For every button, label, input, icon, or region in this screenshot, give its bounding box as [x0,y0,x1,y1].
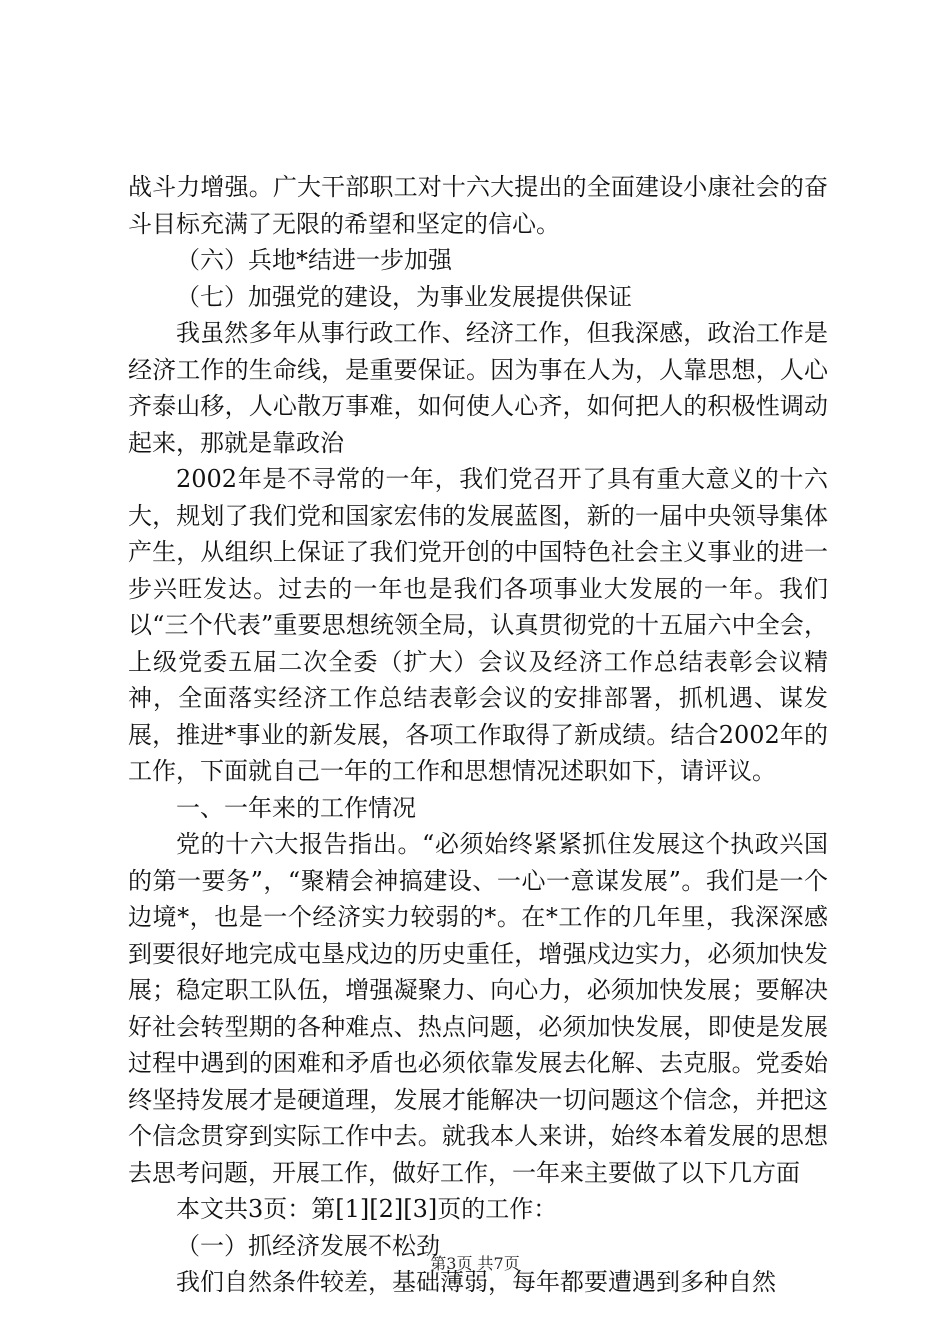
paragraph-natural-conditions: 我们自然条件较差，基础薄弱，每年都要遭遇到多种自然 [176,1268,776,1296]
paragraph-2002-overview: 2002年是不寻常的一年，我们党召开了具有重大意义的十六大，规划了我们党和国家宏伟的发展蓝图，新的一届中央领导集体产生，从组织上保证了我们党开创的中国特色社会主义事业的进一步兴旺发达。过去的一年也是我们各项事业大发展的一年。我们以“三个代表”重要思想统领全局，认真贯彻党的十五届六中全会，上级党委五届二次全委（扩大）会议及经济工作总结表彰会议精神，全面落实经济工作总结表彰会议的安排部署，抓机遇、谋发展，推进*事业的新发展，各项工作取得了新成绩。结合2002年的工作，下面就自己一年的工作和思想情况述职如下，请评议。 [128,465,828,785]
paragraph-political-work: 我虽然多年从事行政工作、经济工作，但我深感，政治工作是经济工作的生命线，是重要保证。因为事在人为，人靠思想，人心齐泰山移，人心散万事难，如何使人心齐，如何把人的积极性调动起来，那就是靠政治 [128,319,828,457]
section-heading-seven: （七）加强党的建设，为事业发展提供保证 [176,282,632,311]
section-heading-six: （六）兵地*结进一步加强 [176,246,452,274]
section-heading-work-situation: 一、一年来的工作情况 [176,793,416,822]
paragraph-development: 党的十六大报告指出。“必须始终紧紧抓住发展这个执政兴国的第一要务”，“聚精会神搞建设、一心一意谋发展”。我们是一个边境*，也是一个经济实力较弱的*。在*工作的几年里，我深深感到要很好地完成屯垦戍边的历史重任，增强戍边实力，必须加快发展；稳定职工队伍，增强凝聚力、向心力，必须加快发展；要解决好社会转型期的各种难点、热点问题，必须加快发展，即使是发展过程中遇到的困难和矛盾也必须依靠发展去化解、去克服。党委始终坚持发展才是硬道理，发展才能解决一切问题这个信念，并把这个信念贯穿到实际工作中去。就我本人来讲，始终本着发展的思想去思考问题，开展工作，做好工作，一年来主要做了以下几方面 [128,830,828,1187]
paragraph-continuation: 战斗力增强。广大干部职工对十六大提出的全面建设小康社会的奋斗目标充满了无限的希望和坚定的信心。 [128,173,828,238]
page-footer: 第3页 共7页 [430,1254,520,1273]
page-navigation-note: 本文共3页：第[1][2][3]页的工作： [176,1195,558,1223]
section-heading-economy: （一）抓经济发展不松劲 [176,1231,440,1260]
document-body [128,169,828,1301]
